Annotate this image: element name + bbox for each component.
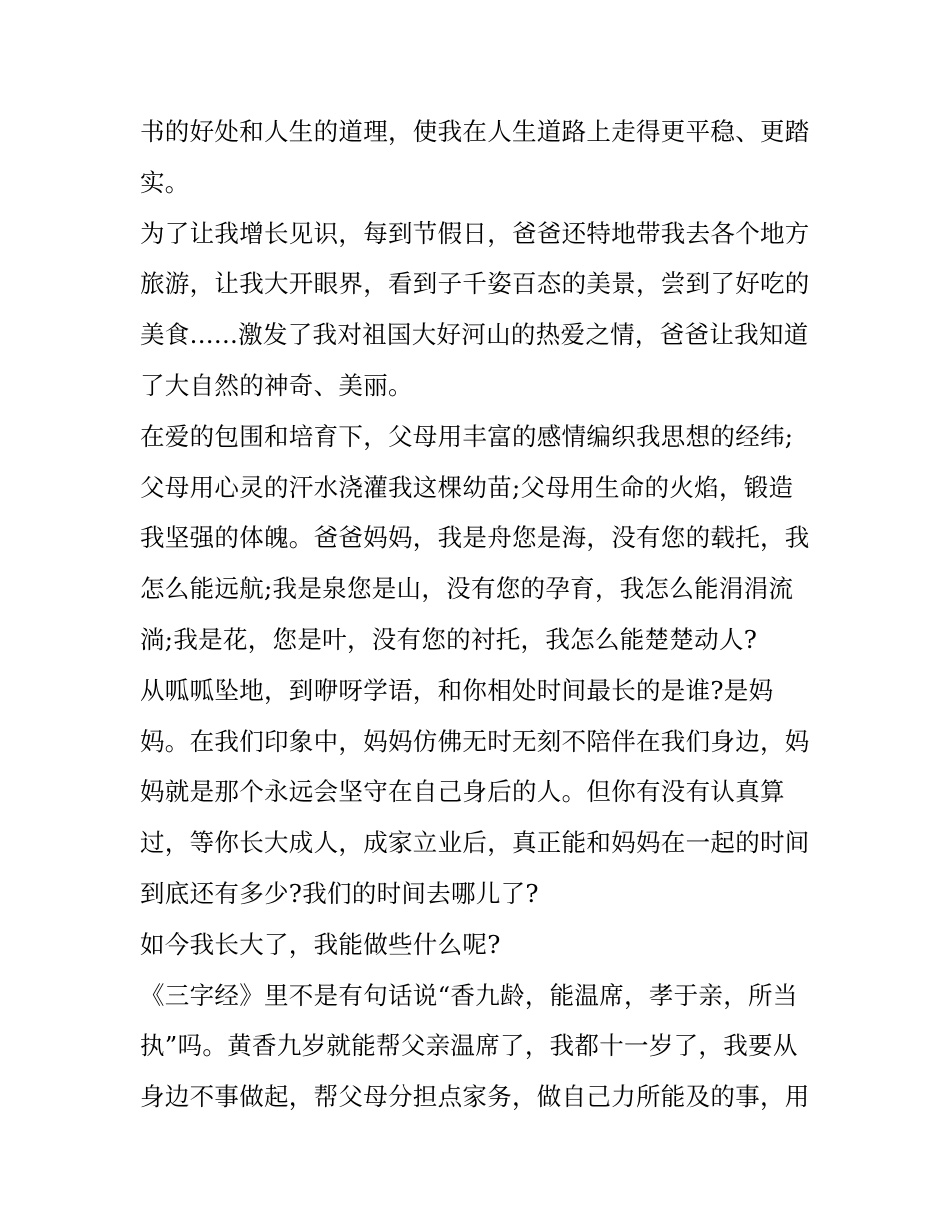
body-text [140, 107, 820, 1123]
text-line: 我坚强的体魄。爸爸妈妈，我是舟您是海，没有您的载托，我 [140, 523, 810, 553]
text-line: 美食......激发了我对祖国大好河山的热爱之情，爸爸让我知道 [140, 320, 809, 350]
text-line: 淌;我是花，您是叶，没有您的衬托，我怎么能楚楚动人? [140, 624, 758, 654]
text-line: 《三字经》里不是有句话说“香九龄，能温席，孝于亲，所当 [140, 980, 798, 1010]
text-line: 过，等你长大成人，成家立业后，真正能和妈妈在一起的时间 [140, 828, 810, 858]
text-line: 妈。在我们印象中，妈妈仿佛无时无刻不陪伴在我们身边，妈 [140, 726, 810, 756]
text-line: 如今我长大了，我能做些什么呢? [140, 929, 501, 959]
text-line: 从呱呱坠地，到咿呀学语，和你相处时间最长的是谁?是妈 [140, 675, 774, 705]
text-line: 父母用心灵的汗水浇灌我这棵幼苗;父母用生命的火焰，锻造 [140, 472, 794, 502]
text-line: 到底还有多少?我们的时间去哪儿了? [140, 878, 539, 908]
text-line: 执”吗。黄香九岁就能帮父亲温席了，我都十一岁了，我要从 [140, 1031, 798, 1061]
text-line: 为了让我增长见识，每到节假日，爸爸还特地带我去各个地方 [140, 218, 810, 248]
text-line: 旅游，让我大开眼界，看到子千姿百态的美景，尝到了好吃的 [140, 269, 810, 299]
text-line: 怎么能远航;我是泉您是山，没有您的孕育，我怎么能涓涓流 [140, 574, 794, 604]
text-line: 书的好处和人生的道理，使我在人生道路上走得更平稳、更踏 [140, 117, 810, 146]
text-line: 妈就是那个永远会坚守在自己身后的人。但你有没有认真算 [140, 777, 785, 807]
text-line: 身边不事做起，帮父母分担点家务，做自己力所能及的事，用 [140, 1082, 810, 1112]
text-line: 了大自然的神奇、美丽。 [140, 370, 413, 400]
text-line: 在爱的包围和培育下，父母用丰富的感情编织我思想的经纬; [140, 421, 794, 451]
text-line: 实。 [140, 167, 190, 197]
